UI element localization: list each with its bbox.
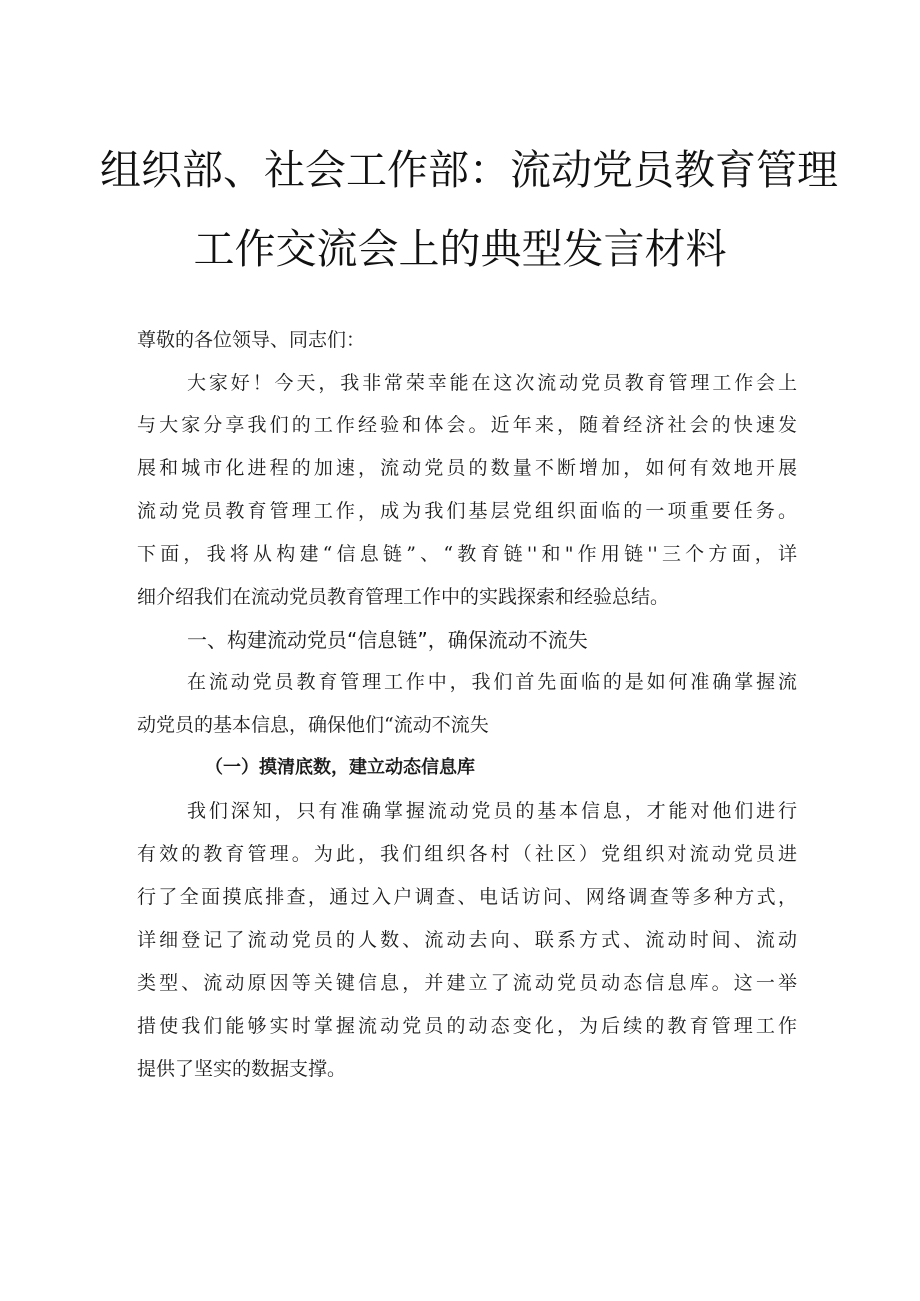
subsection-line: 类型、流动原因等关键信息，并建立了流动党员动态信息库。这一举 <box>137 972 797 994</box>
intro-line: 展和城市化进程的加速，流动党员的数量不断增加，如何有效地开展 <box>137 457 797 479</box>
section-line: 动党员的基本信息，确保他们“流动不流失 <box>137 714 489 736</box>
subsection-line: 措使我们能够实时掌握流动党员的动态变化，为后续的教育管理工作 <box>137 1015 797 1037</box>
subsection-line: 我们深知，只有准确掌握流动党员的基本信息，才能对他们进行 <box>187 800 797 822</box>
subsection-line: 详细登记了流动党员的人数、流动去向、联系方式、流动时间、流动 <box>137 929 797 951</box>
subsection-line: 有效的教育管理。为此，我们组织各村（社区）党组织对流动党员进 <box>137 843 797 865</box>
intro-line: 与大家分享我们的工作经验和体会。近年来，随着经济社会的快速发 <box>137 414 797 436</box>
subsection-line: 行了全面摸底排查，通过入户调查、电话访问、网络调查等多种方式， <box>137 886 797 908</box>
subsection-line: 提供了坚实的数据支撑。 <box>137 1058 347 1080</box>
salutation: 尊敬的各位领导、同志们： <box>137 329 366 351</box>
document-title-line-1: 组织部、社会工作部：流动党员教育管理 <box>100 146 838 194</box>
section-heading: 一、构建流动党员“信息链”，确保流动不流失 <box>187 628 588 652</box>
intro-line: 大家好！今天，我非常荣幸能在这次流动党员教育管理工作会上 <box>187 372 797 394</box>
section-line: 在流动党员教育管理工作中，我们首先面临的是如何准确掌握流 <box>187 671 797 693</box>
intro-line: 下面，我将从构建“信息链”、“教育链''和"作用链''三个方面，详 <box>137 543 797 565</box>
document-title-line-2: 工作交流会上的典型发言材料 <box>193 225 727 273</box>
intro-line: 细介绍我们在流动党员教育管理工作中的实践探索和经验总结。 <box>137 586 670 608</box>
subsection-heading: （一）摸清底数，建立动态信息库 <box>205 757 475 778</box>
intro-line: 流动党员教育管理工作，成为我们基层党组织面临的一项重要任务。 <box>137 500 797 522</box>
